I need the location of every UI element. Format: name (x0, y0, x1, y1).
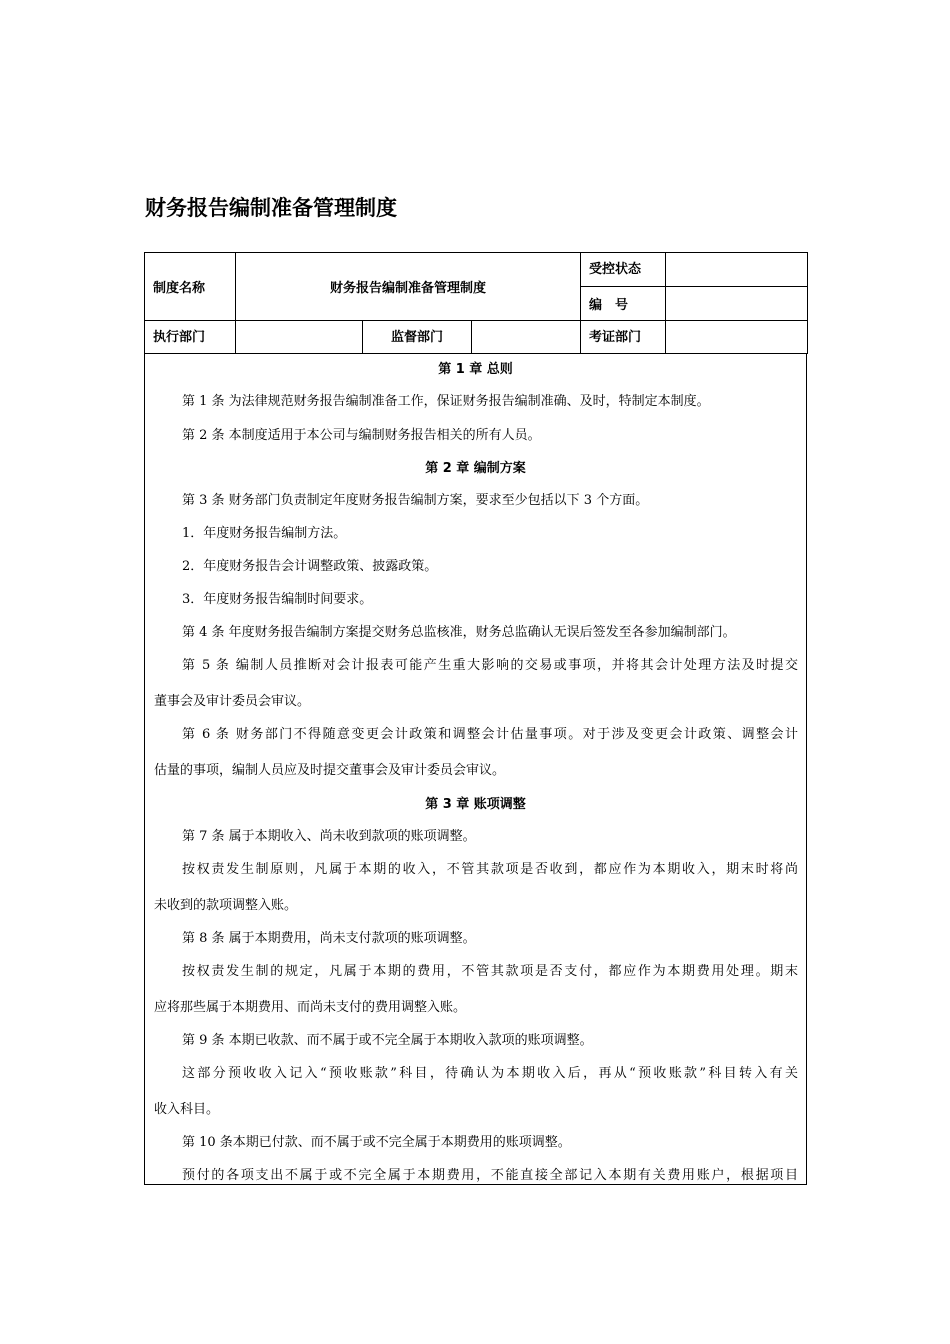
verify-dept-label: 考证部门 (581, 321, 666, 354)
number-value (666, 287, 808, 321)
article-6-cont: 估量的事项，编制人员应及时提交董事会及审计委员会审议。 (154, 763, 506, 778)
number-label: 编 号 (581, 287, 666, 321)
policy-info-table (144, 252, 808, 354)
article-8-para-cont: 应将那些属于本期费用、而尚未支付的费用调整入账。 (154, 1000, 467, 1015)
article-1: 第 1 条 为法律规范财务报告编制准备工作，保证财务报告编制准确、及时，特制定本制度。 (182, 394, 710, 409)
chapter-heading: 第 2 章 编制方案 (425, 461, 526, 476)
article-10-para: 预付的各项支出不属于或不完全属于本期费用，不能直接全部记入本期有关费用账户，根据项目 (182, 1168, 798, 1183)
verify-dept-value (666, 321, 808, 354)
article-5: 第 5 条 编制人员推断对会计报表可能产生重大影响的交易或事项，并将其会计处理方法及时提交 (182, 658, 798, 673)
article-9: 第 9 条 本期已收款、而不属于或不完全属于本期收入款项的账项调整。 (182, 1033, 593, 1048)
supervise-dept-label: 监督部门 (363, 321, 472, 354)
article-7-para-cont: 未收到的款项调整入账。 (154, 898, 298, 913)
list-item: 3．年度财务报告编制时间要求。 (182, 592, 373, 607)
policy-body (144, 353, 807, 1185)
control-status-label: 受控状态 (581, 253, 666, 287)
article-6: 第 6 条 财务部门不得随意变更会计政策和调整会计估量事项。对于涉及变更会计政策、调整会计 (182, 727, 798, 742)
article-9-para: 这部分预收收入记入“预收账款”科目，待确认为本期收入后，再从“预收账款”科目转入有关 (182, 1066, 798, 1081)
control-status-value (666, 253, 808, 287)
article-3: 第 3 条 财务部门负责制定年度财务报告编制方案，要求至少包括以下 3 个方面。 (182, 493, 649, 508)
chapter-heading: 第 1 章 总则 (438, 362, 513, 377)
list-item: 2．年度财务报告会计调整政策、披露政策。 (182, 559, 438, 574)
article-8-para: 按权责发生制的规定，凡属于本期的费用，不管其款项是否支付，都应作为本期费用处理。期末 (182, 964, 798, 979)
exec-dept-value (236, 321, 363, 354)
article-4: 第 4 条 年度财务报告编制方案提交财务总监核准，财务总监确认无误后签发至各参加编制部门。 (182, 625, 736, 640)
article-7-para: 按权责发生制原则，凡属于本期的收入，不管其款项是否收到，都应作为本期收入，期末时将尚 (182, 862, 798, 877)
list-item: 1．年度财务报告编制方法。 (182, 526, 347, 541)
article-5-cont: 董事会及审计委员会审议。 (154, 694, 311, 709)
article-10: 第 10 条本期已付款、而不属于或不完全属于本期费用的账项调整。 (182, 1135, 571, 1150)
policy-name-value: 财务报告编制准备管理制度 (236, 253, 581, 321)
article-9-para-cont: 收入科目。 (154, 1102, 220, 1117)
article-2: 第 2 条 本制度适用于本公司与编制财务报告相关的所有人员。 (182, 428, 541, 443)
supervise-dept-value (472, 321, 581, 354)
policy-name-label: 制度名称 (145, 253, 236, 321)
chapter-heading: 第 3 章 账项调整 (425, 797, 526, 812)
exec-dept-label: 执行部门 (145, 321, 236, 354)
article-7: 第 7 条 属于本期收入、尚未收到款项的账项调整。 (182, 829, 476, 844)
document-title: 财务报告编制准备管理制度 (145, 196, 397, 220)
article-8: 第 8 条 属于本期费用，尚未支付款项的账项调整。 (182, 931, 476, 946)
